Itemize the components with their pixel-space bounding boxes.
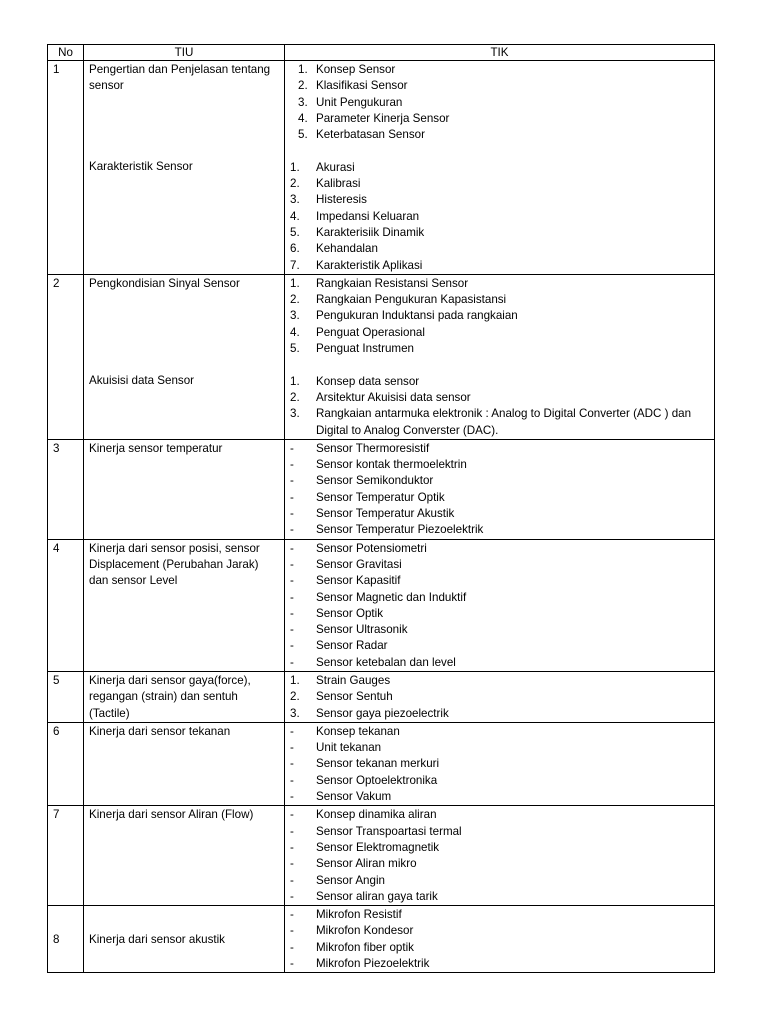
list-number: 1. — [290, 160, 300, 174]
tik-item — [290, 522, 710, 538]
tik-text: Sensor Potensiometri — [316, 541, 427, 555]
tiu-text: Karakteristik Sensor — [89, 159, 193, 173]
tik-list — [290, 807, 710, 905]
tik-text: Sensor Elektromagnetik — [316, 840, 440, 854]
list-dash: - — [290, 724, 294, 738]
list-dash: - — [290, 458, 294, 472]
tik-item — [290, 78, 710, 94]
tik-text: Rangkaian antarmuka elektronik : Analog to Digital Converter (ADC ) dan Digital to Analog Converster (DAC). — [316, 407, 692, 437]
tik-item — [290, 62, 710, 78]
tik-list — [290, 724, 710, 805]
tik-item — [290, 374, 710, 390]
list-number: 4. — [298, 111, 308, 125]
tik-cell — [285, 539, 715, 671]
list-number: 3. — [290, 193, 300, 207]
list-dash: - — [290, 940, 294, 954]
list-number: 4. — [290, 209, 300, 223]
tiu-text: Pengkondisian Sinyal Sensor — [89, 276, 240, 290]
tik-item — [290, 655, 710, 671]
tik-item — [290, 276, 710, 292]
tik-text: Sensor Optik — [316, 606, 384, 620]
tiu-cell — [84, 806, 285, 906]
tiu-text: Kinerja dari sensor posisi, sensor Displacement (Perubahan Jarak) dan sensor Level — [89, 541, 260, 588]
tik-cell — [285, 61, 715, 275]
list-dash: - — [290, 639, 294, 653]
tik-text: Arsitektur Akuisisi data sensor — [316, 390, 471, 404]
tik-item — [290, 258, 710, 274]
tik-item — [290, 622, 710, 638]
tik-list — [290, 673, 710, 722]
tiu-text: Kinerja dari sensor tekanan — [89, 724, 231, 738]
row-number: 4 — [48, 539, 84, 671]
tik-text: Sensor Temperatur Akustik — [316, 507, 455, 521]
tik-text: Unit tekanan — [316, 741, 382, 755]
tik-text: Pengukuran Induktansi pada rangkaian — [316, 309, 518, 323]
tik-item — [290, 209, 710, 225]
tik-item — [290, 940, 710, 956]
tik-item — [290, 756, 710, 772]
row-number: 6 — [48, 722, 84, 805]
tiu-cell — [84, 906, 285, 973]
header-row — [48, 45, 715, 61]
tiu-cell — [84, 539, 285, 671]
tik-item — [290, 724, 710, 740]
tik-list — [290, 160, 710, 274]
list-number: 2. — [290, 390, 300, 404]
tik-text: Konsep Sensor — [316, 63, 396, 76]
list-dash: - — [290, 574, 294, 588]
tik-text: Sensor Transpoartasi termal — [316, 824, 462, 838]
tik-text: Sensor Optoelektronika — [316, 773, 438, 787]
tik-text: Sensor Aliran mikro — [316, 857, 417, 871]
tik-item — [290, 192, 710, 208]
tik-text: Akurasi — [316, 160, 355, 174]
list-dash: - — [290, 441, 294, 455]
list-dash: - — [290, 507, 294, 521]
tik-list — [290, 441, 710, 539]
tik-text: Sensor Kapasitif — [316, 574, 401, 588]
list-dash: - — [290, 873, 294, 887]
tik-text: Sensor Semikonduktor — [316, 474, 434, 488]
tik-item — [290, 840, 710, 856]
list-number: 5. — [290, 342, 300, 356]
table-row — [48, 439, 715, 539]
tik-item — [290, 824, 710, 840]
row-number: 8 — [48, 906, 84, 973]
tik-item — [290, 807, 710, 823]
tik-item — [290, 856, 710, 872]
list-number: 7. — [290, 258, 300, 272]
list-number: 3. — [290, 706, 300, 720]
tik-list — [290, 62, 710, 143]
list-dash: - — [290, 773, 294, 787]
list-dash: - — [290, 889, 294, 903]
tik-item — [290, 473, 710, 489]
tik-text: Sensor kontak thermoelektrin — [316, 458, 467, 472]
table-row — [48, 722, 715, 805]
tik-text: Sensor ketebalan dan level — [316, 655, 456, 669]
list-dash: - — [290, 840, 294, 854]
tik-item — [290, 225, 710, 241]
tik-cell — [285, 671, 715, 722]
tik-cell — [285, 439, 715, 539]
tik-item — [290, 689, 710, 705]
tik-text: Sensor Temperatur Optik — [316, 490, 445, 504]
list-number: 5. — [298, 128, 308, 142]
tik-text: Sensor Radar — [316, 639, 388, 653]
tik-text: Mikrofon Kondesor — [316, 924, 414, 938]
tik-text: Konsep tekanan — [316, 724, 400, 738]
tik-list — [290, 541, 710, 671]
tiu-cell — [84, 61, 285, 275]
tik-text: Sensor Ultrasonik — [316, 623, 408, 637]
tik-cell — [285, 274, 715, 439]
tik-item — [290, 390, 710, 406]
tik-text: Histeresis — [316, 193, 367, 207]
tik-item — [290, 889, 710, 905]
tiu-text: Kinerja sensor temperatur — [89, 441, 223, 455]
list-number: 1. — [298, 63, 308, 76]
list-dash: - — [290, 490, 294, 504]
list-dash: - — [290, 474, 294, 488]
syllabus-table — [47, 44, 715, 973]
table-body — [48, 61, 715, 973]
tik-item — [290, 956, 710, 972]
tik-item — [290, 541, 710, 557]
tik-item — [290, 789, 710, 805]
tiu-text: Kinerja dari sensor Aliran (Flow) — [89, 808, 254, 822]
tik-text: Sensor Gravitasi — [316, 557, 402, 571]
tiu-cell — [84, 274, 285, 439]
tik-text: Unit Pengukuran — [316, 95, 403, 109]
tik-item — [290, 907, 710, 923]
tik-text: Sensor tekanan merkuri — [316, 757, 440, 771]
tik-item — [290, 441, 710, 457]
tiu-cell — [84, 439, 285, 539]
table-row — [48, 274, 715, 439]
tik-item — [290, 606, 710, 622]
tik-item — [290, 325, 710, 341]
tik-cell — [285, 806, 715, 906]
row-number: 2 — [48, 274, 84, 439]
table-row — [48, 806, 715, 906]
tik-item — [290, 923, 710, 939]
list-dash: - — [290, 557, 294, 571]
list-number: 3. — [298, 95, 308, 109]
list-dash: - — [290, 523, 294, 537]
row-number: 5 — [48, 671, 84, 722]
header-tik: TIK — [285, 45, 715, 61]
list-dash: - — [290, 623, 294, 637]
tik-text: Karakterisiik Dinamik — [316, 225, 425, 239]
header-no: No — [48, 45, 84, 61]
tik-item — [290, 573, 710, 589]
list-dash: - — [290, 590, 294, 604]
tiu-cell — [84, 671, 285, 722]
list-number: 1. — [290, 673, 300, 687]
tiu-cell — [84, 722, 285, 805]
tik-item — [290, 160, 710, 176]
table-row — [48, 539, 715, 671]
tik-text: Impedansi Keluaran — [316, 209, 420, 223]
tik-item — [290, 706, 710, 722]
tik-text: Parameter Kinerja Sensor — [316, 111, 450, 125]
tik-text: Klasifikasi Sensor — [316, 79, 408, 93]
tik-list — [290, 907, 710, 972]
list-dash: - — [290, 541, 294, 555]
list-number: 1. — [290, 276, 300, 290]
table-row — [48, 61, 715, 275]
tik-text: Rangkaian Resistansi Sensor — [316, 276, 469, 290]
list-number: 2. — [290, 177, 300, 191]
list-dash: - — [290, 606, 294, 620]
list-number: 2. — [290, 690, 300, 704]
tik-item — [290, 773, 710, 789]
tik-text: Kehandalan — [316, 242, 378, 256]
table-row — [48, 906, 715, 973]
syllabus-table-container — [47, 44, 714, 973]
tik-item — [290, 241, 710, 257]
list-dash: - — [290, 857, 294, 871]
list-dash: - — [290, 655, 294, 669]
list-number: 4. — [290, 325, 300, 339]
tiu-text: Kinerja dari sensor akustik — [89, 932, 225, 946]
tik-item — [290, 490, 710, 506]
tik-text: Sensor Temperatur Piezoelektrik — [316, 523, 484, 537]
list-number: 1. — [290, 374, 300, 388]
tik-text: Karakteristik Aplikasi — [316, 258, 423, 272]
tik-text: Keterbatasan Sensor — [316, 128, 425, 142]
list-number: 6. — [290, 242, 300, 256]
tik-item — [290, 341, 710, 357]
list-dash: - — [290, 741, 294, 755]
tik-text: Rangkaian Pengukuran Kapasistansi — [316, 293, 507, 307]
tik-cell — [285, 722, 715, 805]
tik-text: Sensor Vakum — [316, 790, 392, 804]
tik-list — [290, 276, 710, 357]
tik-item — [290, 127, 710, 143]
tik-text: Strain Gauges — [316, 673, 391, 687]
tik-item — [290, 406, 710, 439]
tik-text: Sensor Thermoresistif — [316, 441, 430, 455]
list-dash: - — [290, 757, 294, 771]
tik-text: Sensor aliran gaya tarik — [316, 889, 438, 903]
list-dash: - — [290, 957, 294, 971]
list-number: 3. — [290, 309, 300, 323]
tiu-text: Kinerja dari sensor gaya(force), regangan (strain) dan sentuh (Tactile) — [89, 673, 251, 720]
tik-text: Mikrofon fiber optik — [316, 940, 414, 954]
tik-text: Konsep data sensor — [316, 374, 420, 388]
tik-item — [290, 638, 710, 654]
tik-text: Penguat Instrumen — [316, 342, 414, 356]
tik-item — [290, 740, 710, 756]
tik-item — [290, 673, 710, 689]
list-dash: - — [290, 808, 294, 822]
tik-text: Mikrofon Resistif — [316, 908, 402, 922]
tik-text: Penguat Operasional — [316, 325, 425, 339]
tik-list — [290, 374, 710, 439]
header-tiu: TIU — [84, 45, 285, 61]
tik-item — [290, 590, 710, 606]
tik-item — [290, 873, 710, 889]
tik-text: Kalibrasi — [316, 177, 361, 191]
list-number: 3. — [290, 407, 300, 421]
tik-text: Konsep dinamika aliran — [316, 808, 437, 822]
tik-text: Sensor Sentuh — [316, 690, 393, 704]
list-number: 5. — [290, 225, 300, 239]
tik-item — [290, 557, 710, 573]
tik-item — [290, 506, 710, 522]
list-dash: - — [290, 924, 294, 938]
tik-text: Sensor Magnetic dan Induktif — [316, 590, 467, 604]
list-dash: - — [290, 790, 294, 804]
list-dash: - — [290, 824, 294, 838]
tik-item — [290, 308, 710, 324]
row-number: 7 — [48, 806, 84, 906]
tik-text: Sensor gaya piezoelectrik — [316, 706, 449, 720]
tiu-spacer — [89, 292, 280, 357]
list-number: 2. — [298, 79, 308, 93]
tiu-spacer — [89, 95, 280, 143]
tiu-text: Pengertian dan Penjelasan tentang sensor — [89, 63, 271, 93]
list-dash: - — [290, 908, 294, 922]
tik-item — [290, 95, 710, 111]
tik-item — [290, 176, 710, 192]
tik-item — [290, 111, 710, 127]
row-number: 3 — [48, 439, 84, 539]
row-number: 1 — [48, 61, 84, 275]
tik-text: Sensor Angin — [316, 873, 385, 887]
table-row — [48, 671, 715, 722]
list-number: 2. — [290, 293, 300, 307]
tiu-text: Akuisisi data Sensor — [89, 374, 195, 388]
tik-item — [290, 457, 710, 473]
tik-cell — [285, 906, 715, 973]
tik-text: Mikrofon Piezoelektrik — [316, 957, 430, 971]
tik-item — [290, 292, 710, 308]
